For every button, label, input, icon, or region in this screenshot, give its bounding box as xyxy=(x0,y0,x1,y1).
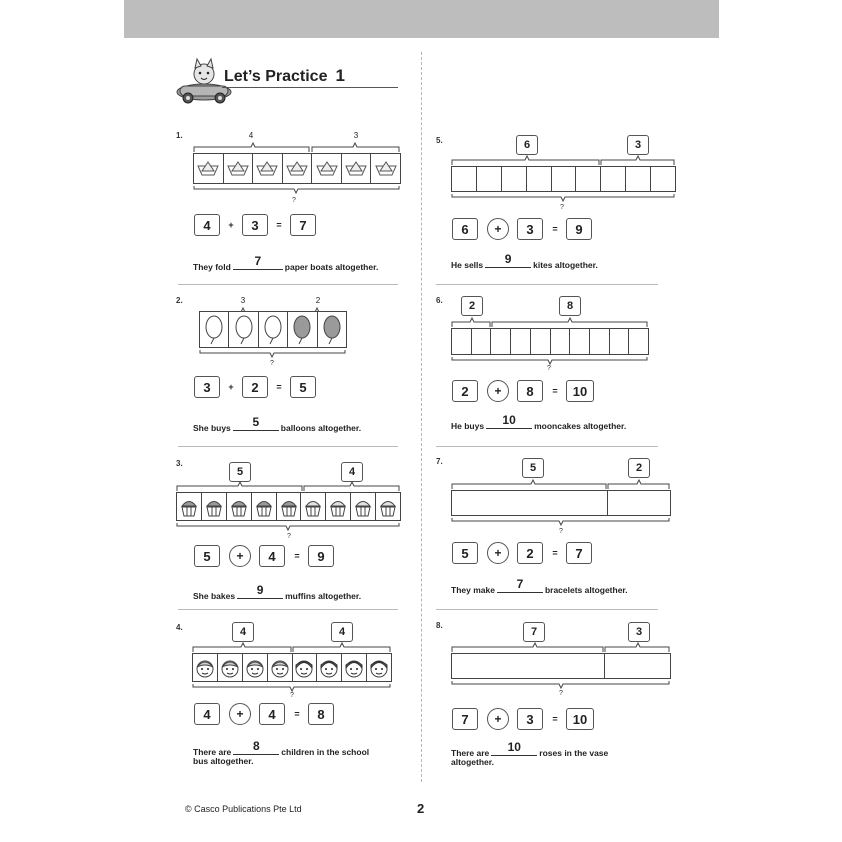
addend-box: 6 xyxy=(452,218,478,240)
paper-boat-icon xyxy=(283,154,313,183)
bar-model xyxy=(193,153,401,184)
addend-box: 4 xyxy=(259,703,285,725)
plus-circle: + xyxy=(487,542,509,564)
answer-sentence-cont: bus altogether. xyxy=(193,756,254,766)
answer-sentence xyxy=(451,577,628,595)
sentence-end: balloons altogether. xyxy=(280,423,362,433)
question-mark: ? xyxy=(560,204,564,211)
part-a-label: 4 xyxy=(232,622,254,642)
unit-cell xyxy=(576,167,601,191)
question-mark: ? xyxy=(290,692,294,699)
sum-box: 9 xyxy=(566,218,592,240)
sum-box: 7 xyxy=(290,214,316,236)
answer-blank xyxy=(237,583,283,599)
paper-boat-icon xyxy=(312,154,342,183)
equals-sign: = xyxy=(552,548,558,558)
balloon-icon xyxy=(318,312,346,347)
balloon-icon xyxy=(229,312,258,347)
unit-cell xyxy=(601,167,626,191)
addend-box: 3 xyxy=(517,218,543,240)
bar-model xyxy=(451,328,649,355)
question-mark: ? xyxy=(547,365,551,372)
part-b-label: 3 xyxy=(627,135,649,155)
sentence-start: They make xyxy=(451,585,495,595)
unit-cell xyxy=(527,167,552,191)
unit-cell xyxy=(651,167,675,191)
answer-value: 10 xyxy=(507,740,521,754)
answer-blank xyxy=(233,739,279,755)
answer-sentence xyxy=(193,415,362,433)
unit-cell xyxy=(590,329,610,354)
part-brace xyxy=(193,141,401,153)
question-mark: ? xyxy=(292,197,296,204)
addend-box: 2 xyxy=(242,376,268,398)
muffin-icon xyxy=(376,493,400,520)
equals-sign: = xyxy=(552,386,558,396)
separator xyxy=(178,284,398,285)
separator xyxy=(436,446,658,447)
part-brace xyxy=(192,641,392,653)
sentence-end: kites altogether. xyxy=(533,260,598,270)
equals-sign: = xyxy=(294,551,300,561)
paper-boat-icon xyxy=(253,154,283,183)
answer-blank xyxy=(233,415,279,431)
problem-number: 7. xyxy=(436,457,443,466)
part-a-bar xyxy=(452,654,605,678)
question-mark: ? xyxy=(270,360,274,367)
part-b-label: 2 xyxy=(628,458,650,478)
muffin-icon xyxy=(351,493,376,520)
muffin-icon xyxy=(252,493,277,520)
answer-sentence-cont: altogether. xyxy=(451,757,494,767)
part-brace xyxy=(176,480,401,492)
paper-boat-icon xyxy=(371,154,400,183)
sentence-start: She buys xyxy=(193,423,231,433)
part-a-label: 5 xyxy=(229,462,251,482)
part-b-bar xyxy=(605,654,670,678)
problem-number: 8. xyxy=(436,621,443,630)
problem-number: 1. xyxy=(176,131,183,140)
unit-cell xyxy=(472,329,492,354)
addend-box: 8 xyxy=(517,380,543,402)
sentence-start: He buys xyxy=(451,421,485,431)
answer-value: 9 xyxy=(504,252,512,266)
answer-value: 10 xyxy=(502,413,516,427)
copyright-notice: © Casco Publications Pte Ltd xyxy=(185,804,302,814)
child-face-icon xyxy=(193,654,218,681)
bar-model xyxy=(451,166,676,192)
bar-model xyxy=(192,653,392,682)
sum-box: 10 xyxy=(566,380,594,402)
page-title xyxy=(224,66,345,86)
addend-box: 3 xyxy=(517,708,543,730)
sentence-start: She bakes xyxy=(193,591,236,601)
sum-box: 9 xyxy=(308,545,334,567)
plus-circle: + xyxy=(229,703,251,725)
top-band xyxy=(124,0,719,38)
unit-cell xyxy=(551,329,571,354)
paper-boat-icon xyxy=(342,154,372,183)
unit-cell xyxy=(491,329,511,354)
equals-sign: = xyxy=(276,382,282,392)
equals-sign: = xyxy=(552,714,558,724)
plus-circle: + xyxy=(487,380,509,402)
plus-circle: + xyxy=(487,218,509,240)
problem-number: 6. xyxy=(436,296,443,305)
plus-circle: + xyxy=(229,545,251,567)
part-b-bar xyxy=(608,491,670,515)
addend-box: 2 xyxy=(452,380,478,402)
child-face-icon xyxy=(218,654,243,681)
equals-sign: = xyxy=(276,220,282,230)
answer-value: 9 xyxy=(256,583,264,597)
question-mark: ? xyxy=(287,533,291,540)
unit-cell xyxy=(629,329,648,354)
balloon-icon xyxy=(259,312,288,347)
addend-box: 4 xyxy=(259,545,285,567)
bar-model xyxy=(451,490,671,516)
answer-value: 7 xyxy=(516,577,524,591)
separator xyxy=(436,284,658,285)
sum-box: 8 xyxy=(308,703,334,725)
unit-cell xyxy=(531,329,551,354)
whole-brace xyxy=(451,680,671,690)
part-b-label: 3 xyxy=(353,131,359,140)
part-b-label: 3 xyxy=(628,622,650,642)
column-divider xyxy=(421,52,422,782)
sentence-start: There are xyxy=(193,747,232,757)
part-brace xyxy=(451,154,676,166)
addend-box: 3 xyxy=(194,376,220,398)
plus-sign: + xyxy=(228,220,234,230)
sum-box: 5 xyxy=(290,376,316,398)
problem-number: 3. xyxy=(176,459,183,468)
whole-brace xyxy=(199,349,347,359)
sum-box: 10 xyxy=(566,708,594,730)
child-face-icon xyxy=(342,654,367,681)
whole-brace xyxy=(451,517,671,527)
part-brace xyxy=(451,478,671,490)
unit-cell xyxy=(570,329,590,354)
answer-value: 7 xyxy=(254,254,262,268)
muffin-icon xyxy=(177,493,202,520)
part-a-label: 3 xyxy=(240,296,246,305)
child-face-icon xyxy=(367,654,391,681)
unit-cell xyxy=(626,167,651,191)
answer-blank xyxy=(497,577,543,593)
addend-box: 3 xyxy=(242,214,268,236)
unit-cell xyxy=(552,167,577,191)
sentence-end: muffins altogether. xyxy=(285,591,362,601)
sentence-start: They fold xyxy=(193,262,231,272)
part-brace xyxy=(451,641,671,653)
addend-box: 5 xyxy=(194,545,220,567)
muffin-icon xyxy=(326,493,351,520)
muffin-icon xyxy=(301,493,326,520)
unit-cell xyxy=(452,167,477,191)
unit-cell xyxy=(502,167,527,191)
balloon-icon xyxy=(200,312,229,347)
unit-cell xyxy=(610,329,630,354)
part-a-label: 2 xyxy=(461,296,483,316)
sentence-end: paper boats altogether. xyxy=(284,262,379,272)
answer-sentence xyxy=(193,583,362,601)
question-mark: ? xyxy=(559,690,563,697)
part-b-label: 8 xyxy=(559,296,581,316)
answer-blank xyxy=(486,413,532,429)
sentence-start: He sells xyxy=(451,260,484,270)
sentence-end: roses in the vase xyxy=(539,748,609,758)
whole-brace xyxy=(193,185,401,195)
part-a-bar xyxy=(452,491,608,515)
answer-blank xyxy=(233,254,283,270)
answer-blank xyxy=(491,740,537,756)
sentence-end: mooncakes altogether. xyxy=(534,421,627,431)
problem-number: 4. xyxy=(176,623,183,632)
separator xyxy=(178,446,398,447)
part-b-label: 4 xyxy=(331,622,353,642)
title-number: 1 xyxy=(335,66,345,85)
part-b-label: 2 xyxy=(315,296,321,305)
whole-brace xyxy=(176,522,401,532)
part-b-label: 4 xyxy=(341,462,363,482)
sentence-end: bracelets altogether. xyxy=(544,585,628,595)
part-a-label: 7 xyxy=(523,622,545,642)
separator xyxy=(436,609,658,610)
unit-cell xyxy=(452,329,472,354)
answer-sentence xyxy=(451,252,598,270)
sentence-end: children in the school xyxy=(281,747,370,757)
sentence-start: There are xyxy=(451,748,490,758)
part-a-label: 4 xyxy=(248,131,254,140)
child-face-icon xyxy=(243,654,268,681)
paper-boat-icon xyxy=(194,154,224,183)
answer-value: 5 xyxy=(252,415,260,429)
part-a-label: 5 xyxy=(522,458,544,478)
answer-value: 8 xyxy=(252,739,260,753)
title-underline xyxy=(222,87,398,88)
question-mark: ? xyxy=(559,528,563,535)
answer-sentence xyxy=(451,413,627,431)
part-brace xyxy=(451,316,649,328)
muffin-icon xyxy=(227,493,252,520)
equals-sign: = xyxy=(552,224,558,234)
bar-model xyxy=(451,653,671,679)
equals-sign: = xyxy=(294,709,300,719)
plus-sign: + xyxy=(228,382,234,392)
separator xyxy=(178,609,398,610)
child-face-icon xyxy=(293,654,318,681)
sum-box: 7 xyxy=(566,542,592,564)
muffin-icon xyxy=(202,493,227,520)
balloon-icon xyxy=(288,312,317,347)
plus-circle: + xyxy=(487,708,509,730)
paper-boat-icon xyxy=(224,154,254,183)
bar-model xyxy=(176,492,401,521)
addend-box: 7 xyxy=(452,708,478,730)
problem-number: 5. xyxy=(436,136,443,145)
answer-sentence xyxy=(193,254,379,272)
unit-cell xyxy=(511,329,531,354)
unit-cell xyxy=(477,167,502,191)
child-face-icon xyxy=(268,654,293,681)
bar-model xyxy=(199,311,347,348)
whole-brace xyxy=(451,193,676,203)
page-number: 2 xyxy=(417,801,425,816)
muffin-icon xyxy=(277,493,302,520)
addend-box: 2 xyxy=(517,542,543,564)
title-text: Let’s Practice xyxy=(224,68,328,85)
child-face-icon xyxy=(317,654,342,681)
addend-box: 4 xyxy=(194,703,220,725)
answer-blank xyxy=(485,252,531,268)
part-a-label: 6 xyxy=(516,135,538,155)
addend-box: 4 xyxy=(194,214,220,236)
problem-number: 2. xyxy=(176,296,183,305)
addend-box: 5 xyxy=(452,542,478,564)
